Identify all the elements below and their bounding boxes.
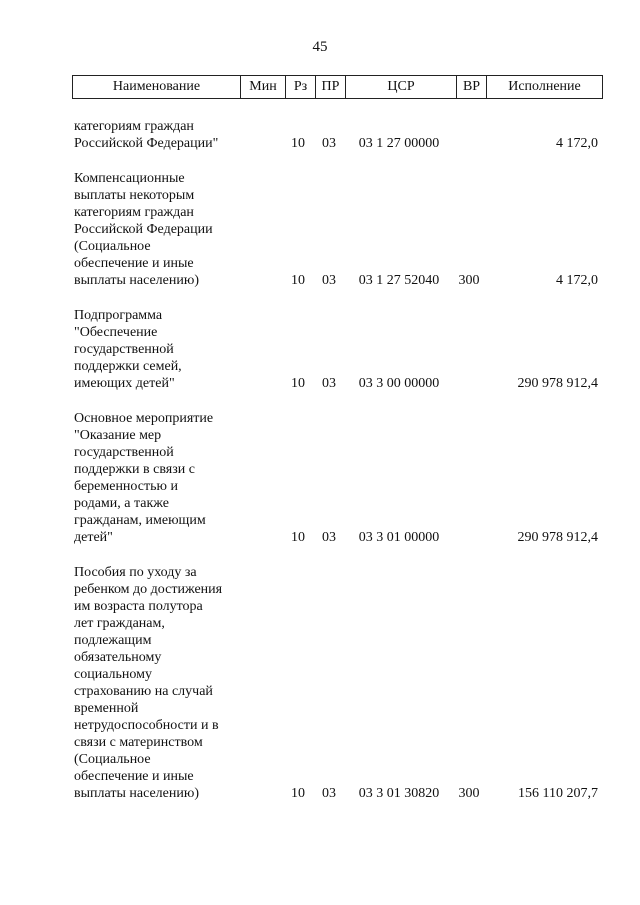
row-csr: 03 3 01 30820 [358,786,440,801]
header-min: Мин [241,76,286,99]
page-number: 45 [312,39,328,55]
row-csr: 03 3 00 00000 [358,376,440,391]
row-name: Подпрограмма "Обеспечение государственной поддержки семей, имеющих детей" [74,308,182,391]
row-rz: 10 [291,530,305,545]
row-vr: 300 [458,786,480,801]
header-pr: ПР [316,76,346,99]
row-name: Компенсационные выплаты некоторым категориям граждан Российской Федерации (Социальное обеспечение и иные выплаты населению) [74,171,213,288]
row-name: категориям граждан Российской Федерации" [74,119,219,151]
table-row [0,170,640,289]
row-pr: 03 [322,786,336,801]
row-vr: 300 [458,273,480,288]
table-row [0,410,640,546]
row-name: Пособия по уходу за ребенком до достижения им возраста полутора лет гражданам, подлежащим обязательному социальному страхованию на случай временной нетрудоспособности и в связи с материнством (Социальное обеспечение и иные выплаты населению) [74,565,223,801]
table-row [0,118,640,152]
row-amount: 4 172,0 [556,136,598,151]
row-csr: 03 1 27 00000 [358,136,440,151]
row-amount: 4 172,0 [556,273,598,288]
header-vr: ВР [457,76,487,99]
row-rz: 10 [291,376,305,391]
row-csr: 03 3 01 00000 [358,530,440,545]
row-rz: 10 [291,136,305,151]
row-pr: 03 [322,273,336,288]
row-rz: 10 [291,786,305,801]
row-rz: 10 [291,273,305,288]
row-amount: 290 978 912,4 [517,376,598,391]
table-row [0,564,640,802]
row-csr: 03 1 27 52040 [358,273,440,288]
row-name: Основное мероприятие "Оказание мер государственной поддержки в связи с беременностью и родами, а также гражданам, имеющим детей" [74,411,214,545]
header-name: Наименование [73,76,241,99]
table-row [0,307,640,392]
row-pr: 03 [322,136,336,151]
header-amount: Исполнение [487,76,603,99]
row-amount: 290 978 912,4 [517,530,598,545]
table-body [0,118,640,820]
row-pr: 03 [322,376,336,391]
row-amount: 156 110 207,7 [518,786,598,801]
row-pr: 03 [322,530,336,545]
table-header [72,75,603,99]
header-rz: Рз [286,76,316,99]
header-csr: ЦСР [346,76,457,99]
